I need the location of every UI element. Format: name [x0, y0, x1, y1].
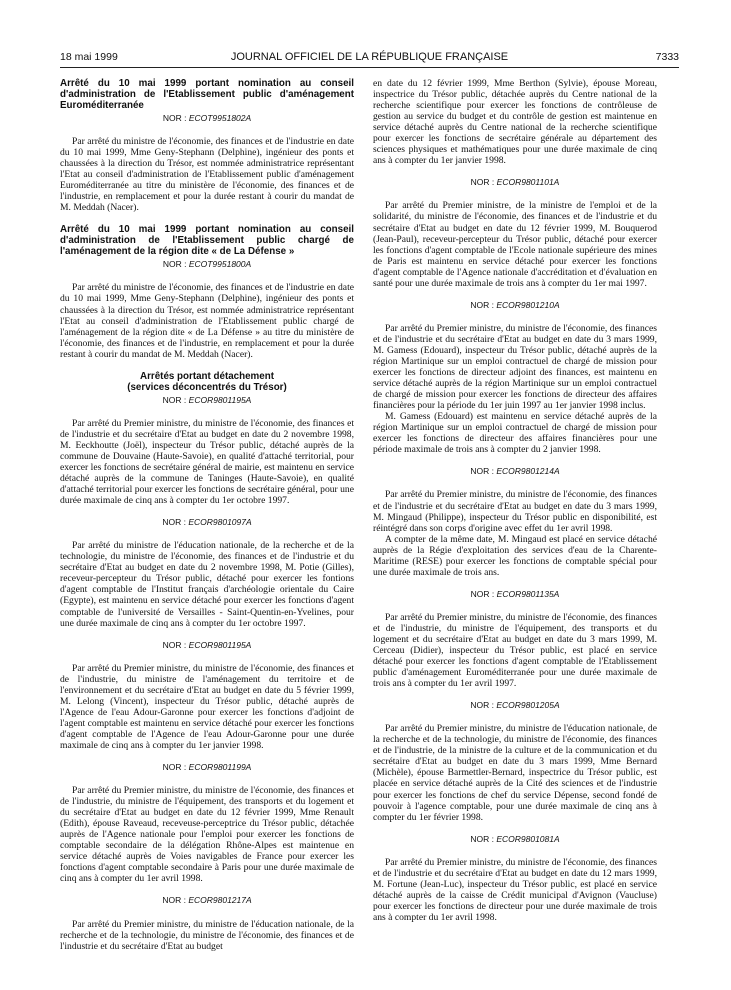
- nor-reference: [60, 517, 354, 528]
- left-column: [60, 78, 354, 980]
- section-title-line: Arrêtés portant détachement: [140, 370, 274, 382]
- nor-reference: [373, 834, 657, 845]
- journal-title: JOURNAL OFFICIEL DE LA RÉPUBLIQUE FRANÇAISE: [230, 51, 509, 63]
- nor-code: ECOR9801199A: [188, 762, 252, 773]
- nor-code: ECOR9801217A: [188, 895, 252, 906]
- article-paragraph: Par arrêté du ministre de l'éducation nationale, de la recherche et de la technologie, du ministre de l'économie, des finances et de l'industrie et du secrétaire d'Etat au budget en date du 2 novembre 1998, M. Potie (Gilles), receveur-percepteur du Trésor public, détaché pour exercer les fontions d'agent comptable de l'Institut français d'archéologie orientale du Caire (Egypte), est maintenu en service détaché pour exercer les fonctions d'agent comptable de l'université de Versailles - Saint-Quentin-en-Yvelines, pour une durée maximale de cinq ans à compter du 1er octobre 1997.: [60, 540, 354, 629]
- article-paragraph: Par arrêté du Premier ministre, du ministre de l'économie, des finances et de l'industrie et du secrétaire d'Etat au budget en date du 3 mars 1999, M. Mingaud (Philippe), inspecteur du Trésor public en disponibilité, est réintégré dans son corps d'origine avec effet du 1er avril 1998.: [373, 489, 657, 534]
- article-paragraph: Par arrêté du Premier ministre, du ministre de l'économie, des finances et de l'industrie et du secrétaire d'Etat au budget en date du 3 mars 1999, M. Gamess (Edouard), inspecteur du Trésor public, détaché auprès de la région Martinique sur un emploi contractuel de chargé de mission pour exercer les fonctions de directeur adjoint des finances, est maintenu en service détaché auprès de la région Martinique sur un emploi contractuel de chargé de mission pour exercer les fonctions de directeur des affaires financières pour la période du 1er juin 1997 au 1er janvier 1998 inclus.: [373, 322, 657, 412]
- article-paragraph: Par arrêté du Premier ministre, de la ministre de l'emploi et de la solidarité, du ministre de l'économie, des finances et de l'industrie et du secrétaire d'Etat au budget en date du 12 février 1999, M. Bouquerod (Jean-Paul), receveur-percepteur du Trésor public, détaché pour exercer les fonctions d'agent comptable de l'Ecole nationale supérieure des mines de Paris est maintenu en service détaché pour exercer les fonctions d'agent comptable de l'Agence nationale d'accréditation et d'évaluation en santé pour une durée maximale de trois ans à compter du 1er mai 1997.: [373, 200, 657, 289]
- nor-code: ECOT9951800A: [188, 259, 252, 270]
- article-paragraph: Par arrêté du Premier ministre, du ministre de l'économie, des finances et de l'industrie, du ministre de l'équipement, des transports et du logement et du secrétaire d'Etat au budget en date du 3 mars 1999, M. Cerceau (Didier), inspecteur du Trésor public, est placé en service détaché pour exercer les fonctions d'agent comptable de l'Etablissement public d'aménagement Euroméditerranée pour une durée maximale de trois ans à compter du 1er avril 1997.: [373, 611, 657, 690]
- article-paragraph: Par arrêté du Premier ministre, du ministre de l'économie, des finances et de l'industrie, du ministre de l'équipement, des transports et du logement et du secrétaire d'Etat au budget en date du 12 février 1999, Mme Renault (Edith), épouse Raveaud, receveuse-perceptrice du Trésor public, détachée auprès de l'Agence nationale pour l'emploi pour exercer les fonctions de comptable secondaire de la délégation Rhône-Alpes est maintenue en service détaché auprès de Voies navigables de France pour exercer les fonctions d'agent comptable secondaire à Paris pour une durée maximale de cinq ans à compter du 1er avril 1998.: [60, 785, 354, 885]
- nor-label: NOR :: [162, 517, 186, 528]
- nor-label: NOR :: [470, 299, 494, 310]
- section-title: [60, 371, 354, 393]
- nor-reference: [373, 466, 657, 477]
- right-column: [373, 78, 657, 980]
- article-paragraph: Par arrêté du Premier ministre, du ministre de l'économie, des finances et de l'industrie et du secrétaire d'Etat au budget en date du 12 mars 1999, M. Fortune (Jean-Luc), inspecteur du Trésor public, est placé en service détaché auprès de la caisse de Crédit municipal d'Avignon (Vaucluse) pour exercer les fonctions de directeur pour une durée maximale de trois ans à compter du 1er avril 1998.: [373, 856, 657, 923]
- nor-reference: [60, 640, 354, 651]
- nor-label: NOR :: [470, 588, 495, 599]
- article-paragraph: Par arrêté du Premier ministre, du ministre de l'économie, des finances et de l'industrie et du secrétaire d'Etat au budget en date du 2 novembre 1998, M. Eeckhoutte (Joël), inspecteur du Trésor public, détaché auprès de la commune de Douvaine (Haute-Savoie), en qualité d'attaché territorial, pour exercer les fonctions de secrétaire général de mairie, est maintenu en service détaché auprès de la commune de Taninges (Haute-Savoie), en qualité d'attaché territorial pour exercer les fonctions de secrétaire général, pour une durée maximale de cinq ans à compter du 1er octobre 1997.: [60, 417, 354, 507]
- nor-label: NOR :: [162, 895, 186, 906]
- article-paragraph: Par arrêté du Premier ministre, du ministre de l'éducation nationale, de la recherche et de la technologie, du ministre de l'économie, des finances et de l'industrie et du secrétaire d'Etat au budget: [60, 918, 354, 952]
- nor-label: NOR :: [470, 700, 494, 711]
- nor-label: NOR :: [470, 177, 495, 188]
- nor-code: ECOR9801081A: [496, 833, 560, 844]
- article-paragraph: A compter de la même date, M. Mingaud est placé en service détaché auprès de la Régie d'exploitation des services d'eau de la Charente-Maritime (RESE) pour exercer les fonctions de comptable spécial pour une durée maximale de trois ans.: [373, 533, 657, 578]
- nor-label: NOR :: [162, 762, 187, 773]
- nor-code: ECOR9801195A: [188, 394, 252, 405]
- page-header: [60, 51, 679, 65]
- nor-reference: [60, 113, 354, 124]
- nor-reference: [60, 259, 354, 270]
- nor-code: ECOR9801210A: [496, 299, 560, 310]
- nor-label: NOR :: [470, 833, 494, 844]
- nor-label: NOR :: [162, 394, 187, 405]
- article-paragraph: M. Gamess (Edouard) est maintenu en service détaché auprès de la région Martinique sur un emploi contractuel de chargé de mission pour exercer les fonctions de directeur des affaires financières pour une période maximale de trois ans à compter du 2 janvier 1998.: [373, 411, 657, 456]
- nor-label: NOR :: [162, 259, 187, 270]
- article-paragraph: Par arrêté du Premier ministre, du ministre de l'éducation nationale, de la recherche et de la technologie, du ministre de l'économie, des finances et de l'industrie, de la ministre de la culture et de la communication et du secrétaire d'Etat au budget en date du 3 mars 1999, Mme Bernard (Michèle), épouse Barmettler-Bernard, inspectrice du Trésor public, est placée en service détaché auprès de la Cité des sciences et de l'industrie pour exercer les fonctions de chef du service Dépense, second fondé de pouvoir à l'agence comptable, pour une durée maximale de cinq ans à compter du 1er février 1998.: [373, 723, 657, 823]
- nor-reference: [373, 700, 657, 711]
- article-title: Arrêté du 10 mai 1999 portant nomination au conseil d'administration de l'Etablissement public chargé de l'aménagement de la région dite « de La Défense »: [60, 224, 354, 258]
- nor-code: ECOR9801101A: [496, 177, 560, 188]
- page-number: 7333: [655, 51, 679, 63]
- header-rule: [60, 67, 679, 68]
- issue-date: 18 mai 1999: [60, 51, 118, 63]
- nor-code: ECOR9801097A: [188, 517, 252, 528]
- nor-code: ECOR9801205A: [496, 700, 560, 711]
- nor-reference: [373, 300, 657, 311]
- nor-label: NOR :: [470, 466, 494, 477]
- article-paragraph: Par arrêté du Premier ministre, du ministre de l'économie, des finances et de l'industrie, du ministre de l'aménagement du territoire et de l'environnement et du secrétaire d'Etat au budget en date du 5 février 1999, M. Lelong (Vincent), inspecteur du Trésor public, détaché auprès de l'Agence de l'eau Adour-Garonne pour exercer les fonctions d'adjoint de l'agent comptable est maintenu en service détaché pour exercer les fonctions d'agent comptable de l'Agence de l'eau Adour-Garonne pour une durée maximale de cinq ans à compter du 1er janvier 1998.: [60, 662, 354, 751]
- article-title: Arrêté du 10 mai 1999 portant nomination au conseil d'administration de l'Etablissement public d'aménagement Euroméditerranée: [60, 78, 354, 111]
- section-subtitle-line: (services déconcentrés du Trésor): [127, 381, 287, 393]
- nor-code: ECOR9801195A: [188, 639, 252, 650]
- nor-reference: [60, 895, 354, 906]
- nor-code: ECOT9951802A: [188, 113, 252, 123]
- article-paragraph-continued: en date du 12 février 1999, Mme Berthon (Sylvie), épouse Moreau, inspectrice du Trésor public, détachée auprès du Centre national de la recherche scientifique pour exercer les fonctions de contrôleuse de gestion au service du budget et du contrôle de gestion est maintenue en service détaché auprès du Centre national de la recherche scientifique pour exercer les fonctions de secrétaire générale au département des sciences physiques et mathématiques pour une durée maximale de cinq ans à compter du 1er janvier 1998.: [373, 78, 657, 167]
- nor-code: ECOR9801135A: [496, 588, 560, 599]
- article-paragraph: Par arrêté du ministre de l'économie, des finances et de l'industrie en date du 10 mai 1999, Mme Geny-Stephann (Delphine), ingénieur des ponts et chaussées à la direction du Trésor, est nommée administratrice représentant l'Etat au conseil d'administration de l'Etablissement public chargé de l'aménagement de la région dite « de La Défense » au titre du ministère de l'économie, des finances et de l'industrie, en remplacement et pour la durée restant à courir du mandat de M. Meddah (Nacer).: [60, 282, 354, 360]
- nor-label: NOR :: [162, 639, 187, 650]
- nor-code: ECOR9801214A: [496, 466, 560, 477]
- nor-reference: [60, 762, 354, 773]
- nor-reference: [373, 177, 657, 188]
- nor-label: NOR :: [162, 113, 187, 123]
- nor-reference: [60, 395, 354, 406]
- article-paragraph: Par arrêté du ministre de l'économie, des finances et de l'industrie en date du 10 mai 1999, Mme Geny-Stephann (Delphine), ingénieur des ponts et chaussées à la direction du Trésor, est nommée administratrice représentant l'Etat au conseil d'administration de l'Etablissement public d'aménagement Euroméditerranée au titre du ministère de l'économie, des finances et de l'industrie, en remplacement et pour la durée restant à courir du mandat de M. Meddah (Nacer).: [60, 136, 354, 214]
- nor-reference: [373, 589, 657, 600]
